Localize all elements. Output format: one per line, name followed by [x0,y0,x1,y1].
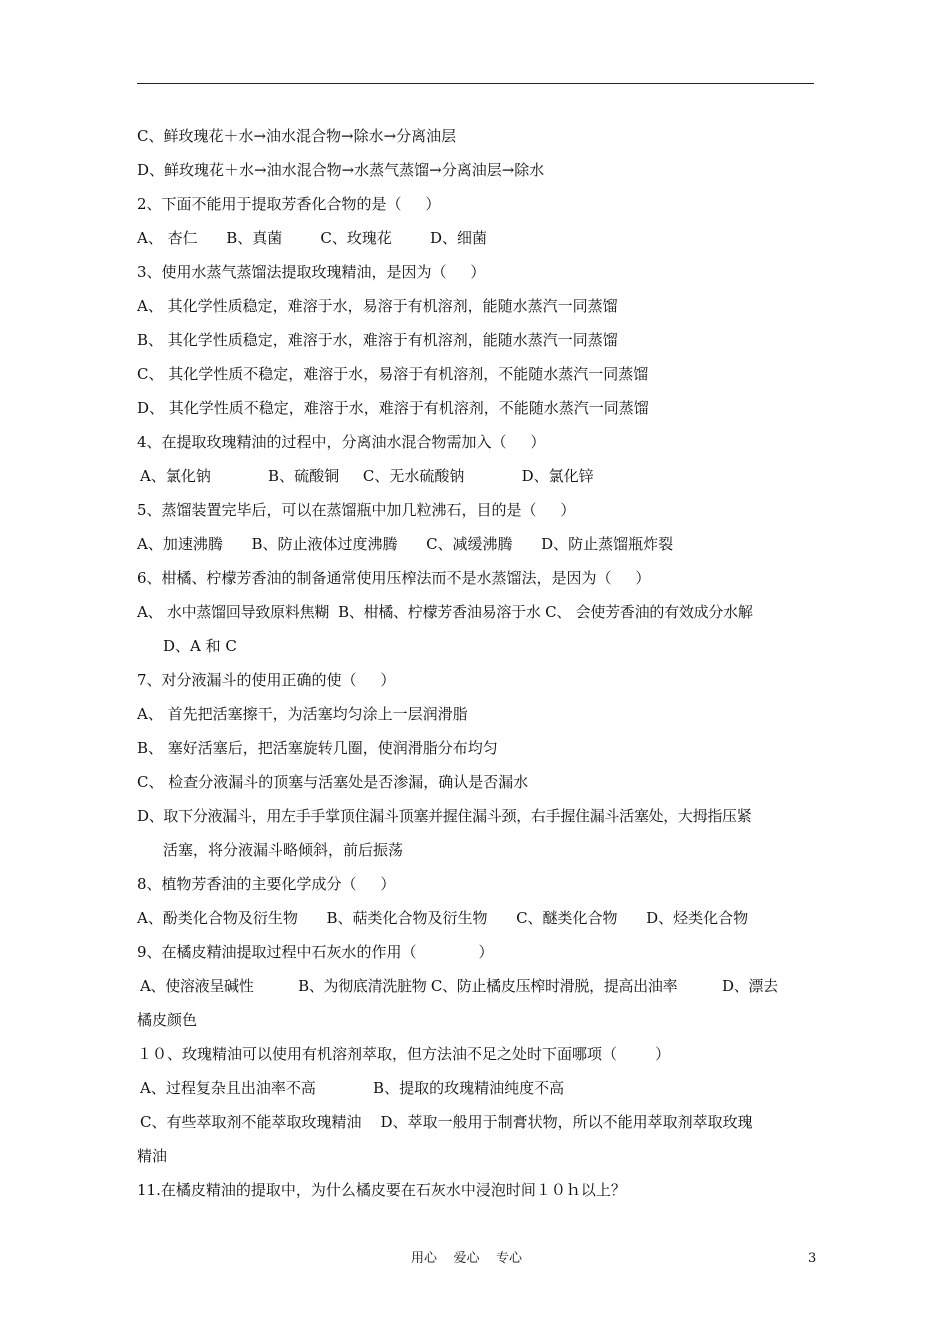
option-line: D、A 和 C [163,637,237,655]
option-line: A、酚类化合物及衍生物 B、萜类化合物及衍生物 C、醚类化合物 D、烃类化合物 [137,909,749,927]
footer-motto: 用心 爱心 专心 [411,1251,523,1266]
question-line: 4、在提取玫瑰精油的过程中，分离油水混合物需加入（ ） [137,433,546,451]
page-number: 3 [808,1251,817,1266]
header-rule [137,83,814,84]
option-line: B、 塞好活塞后，把活塞旋转几圈，使润滑脂分布均匀 [137,739,498,757]
question-line: 3、使用水蒸气蒸馏法提取玫瑰精油，是因为（ ） [137,263,486,281]
question-line: 8、植物芳香油的主要化学成分（ ） [137,875,396,893]
option-line: B、 其化学性质稳定，难溶于水，难溶于有机溶剂，能随水蒸汽一同蒸馏 [137,331,618,349]
option-line: A、加速沸腾 B、防止液体过度沸腾 C、减缓沸腾 D、防止蒸馏瓶炸裂 [137,535,674,553]
option-line-continued: 精油 [137,1147,168,1165]
option-line: D、 其化学性质不稳定，难溶于水，难溶于有机溶剂，不能随水蒸汽一同蒸馏 [137,399,649,417]
option-line: C、鲜玫瑰花＋水→油水混合物→除水→分离油层 [137,127,457,145]
option-line: A、 首先把活塞擦干，为活塞均匀涂上一层润滑脂 [137,705,468,723]
question-line: 9、在橘皮精油提取过程中石灰水的作用（ ） [137,943,494,961]
option-line: A、 杏仁 B、真菌 C、玫瑰花 D、细菌 [137,229,488,247]
option-line: C、 检查分液漏斗的顶塞与活塞处是否渗漏，确认是否漏水 [137,773,529,791]
option-line: C、 其化学性质不稳定，难溶于水，易溶于有机溶剂，不能随水蒸汽一同蒸馏 [137,365,649,383]
question-line: 6、柑橘、柠檬芳香油的制备通常使用压榨法而不是水蒸馏法，是因为（ ） [137,569,651,587]
question-line: 5、蒸馏装置完毕后，可以在蒸馏瓶中加几粒沸石，目的是（ ） [137,501,576,519]
question-line: 7、对分液漏斗的使用正确的使（ ） [137,671,396,689]
option-line: D、鲜玫瑰花＋水→油水混合物→水蒸气蒸馏→分离油层→除水 [137,161,545,179]
question-line: １０、玫瑰精油可以使用有机溶剂萃取，但方法油不足之处时下面哪项（ ） [137,1045,671,1063]
option-line-continued: 活塞，将分液漏斗略倾斜，前后振荡 [163,841,404,859]
question-line: 2、下面不能用于提取芳香化合物的是（ ） [137,195,441,213]
option-line: A、 水中蒸馏回导致原料焦糊 B、柑橘、柠檬芳香油易溶于水 C、 会使芳香油的有效成分水解 [137,603,753,621]
option-line: A、使溶液呈碱性 B、为彻底清洗脏物 C、防止橘皮压榨时滑脱，提高出油率 D、漂去 [140,977,778,995]
option-line-continued: 橘皮颜色 [137,1011,198,1029]
option-line: A、 其化学性质稳定，难溶于水，易溶于有机溶剂，能随水蒸汽一同蒸馏 [137,297,618,315]
option-line: A、氯化钠 B、硫酸铜 C、无水硫酸钠 D、氯化锌 [140,467,594,485]
option-line: D、取下分液漏斗，用左手手掌顶住漏斗顶塞并握住漏斗颈，右手握住漏斗活塞处，大拇指压紧 [137,807,752,825]
option-line: C、有些萃取剂不能萃取玫瑰精油 D、萃取一般用于制膏状物，所以不能用萃取剂萃取玫瑰 [140,1113,753,1131]
page-footer [0,1249,950,1269]
question-line: 11.在橘皮精油的提取中，为什么橘皮要在石灰水中浸泡时间１０ｈ以上？ [137,1181,626,1199]
option-line: A、过程复杂且出油率不高 B、提取的玫瑰精油纯度不高 [140,1079,565,1097]
document-body [137,119,817,1207]
